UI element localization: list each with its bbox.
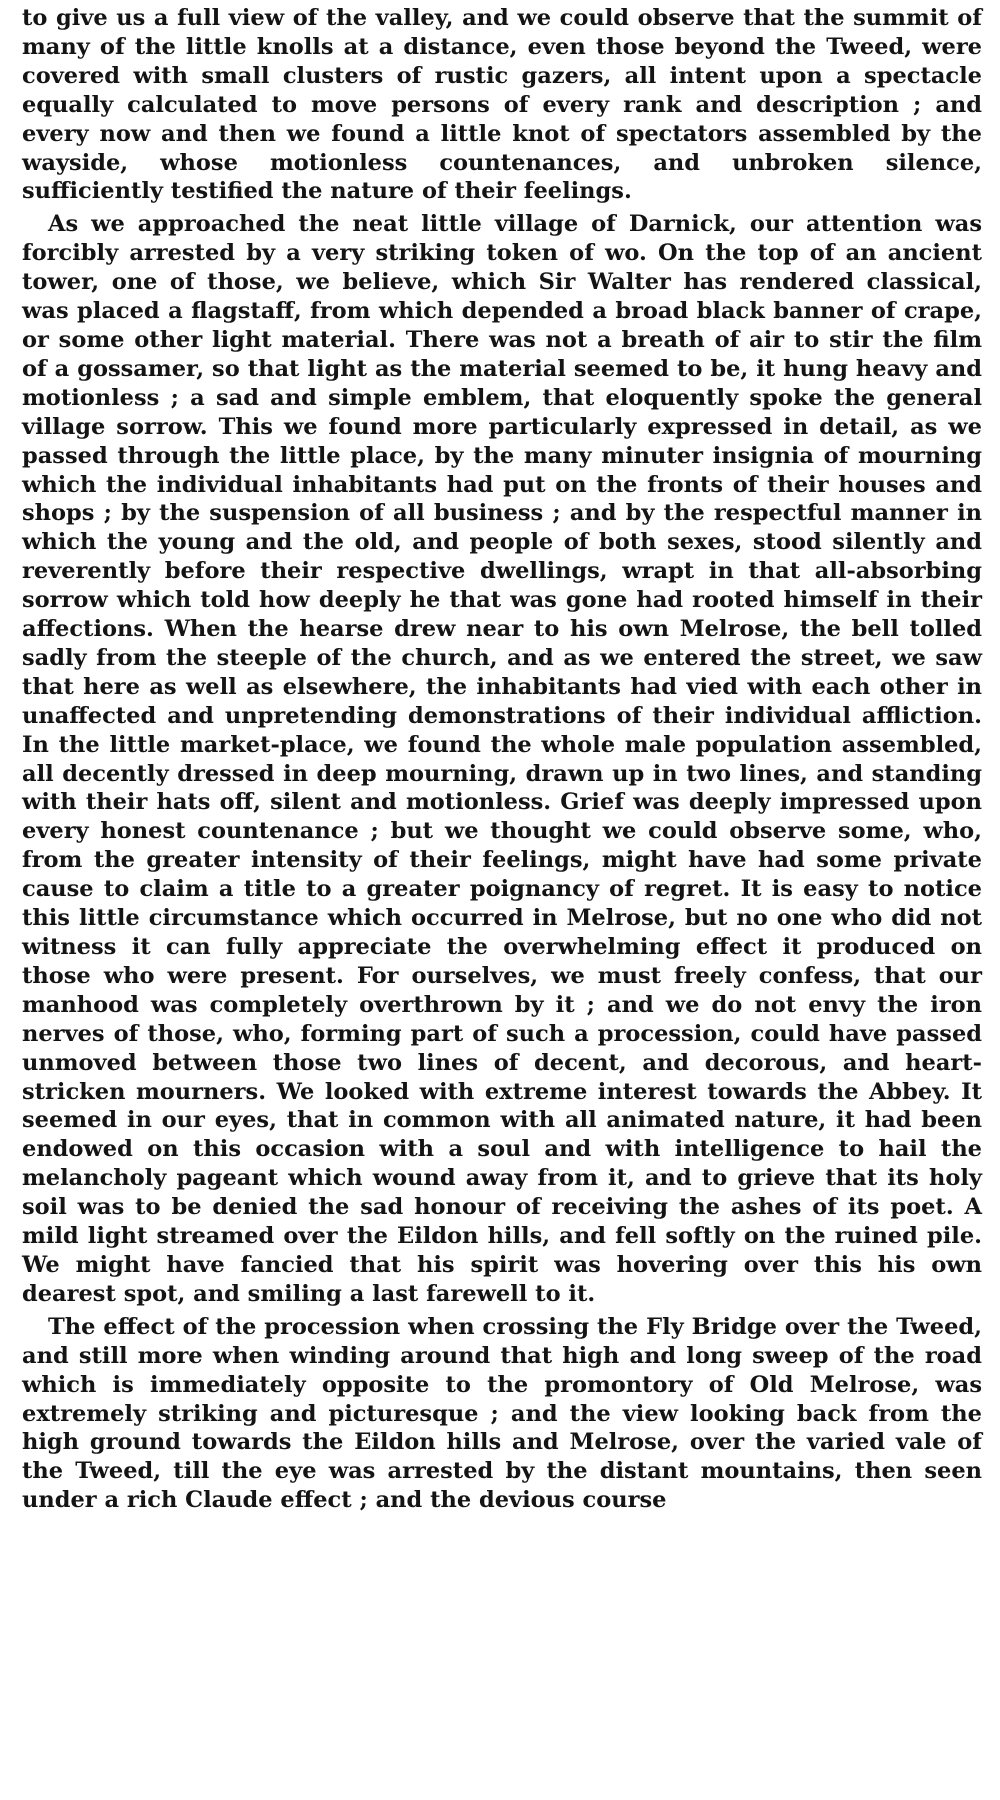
document-page [22,4,982,1519]
paragraph-fly-bridge: The effect of the procession when crossing the Fly Bridge over the Tweed, and still more when winding around that high and long sweep of the road which is immediately opposite to the promontory of Old Melrose, was extremely striking and picturesque ; and the view looking back from the high ground towards the Eildon hills and Melrose, over the varied vale of the Tweed, till the eye was arrested by the distant mountains, then seen under a rich Claude effect ; and the devious course [22,1313,982,1514]
paragraph-valley-view: to give us a full view of the valley, and we could observe that the summit of many of the little knolls at a distance, even those beyond the Tweed, were covered with small clusters of rustic gazers, all intent upon a spectacle equally calculated to move persons of every rank and description ; and every now and then we found a little knot of spectators assembled by the wayside, whose motionless countenances, and unbroken silence, sufficiently testified the nature of their feelings. [22,5,982,205]
paragraph-darnick-melrose: As we approached the neat little village of Darnick, our attention was forcibly arrested by a very striking token of wo. On the top of an ancient tower, one of those, we believe, which Sir Walter has rendered classical, was placed a flagstaff, from which depended a broad black banner of crape, or some other light material. There was not a breath of air to stir the film of a gossamer, so that light as the material seemed to be, it hung heavy and motionless ; a sad and simple emblem, that eloquently spoke the general village sorrow. This we found more particularly expressed in detail, as we passed through the little place, by the many minuter insignia of mourning which the individual inhabitants had put on the fronts of their houses and shops ; by the suspension of all business ; and by the respectful manner in which the young and the old, and people of both sexes, stood silently and reverently before their respective dwellings, wrapt in that all-absorbing sorrow which told how deeply he that was gone had rooted himself in their affections. When the hearse drew near to his own Melrose, the bell tolled sadly from the steeple of the church, and as we entered the street, we saw that here as well as elsewhere, the inhabitants had vied with each other in unaffected and unpretending demonstrations of their individual affliction. In the little market-place, we found the whole male population assembled, all decently dressed in deep mourning, drawn up in two lines, and standing with their hats off, silent and motionless. Grief was deeply impressed upon every honest countenance ; but we thought we could observe some, who, from the greater intensity of their feelings, might have had some private cause to claim a title to a greater poignancy of regret. It is easy to notice this little circumstance which occurred in Melrose, but no one who did not witness it can fully appreciate the overwhelming effect it produced on those who were present. For ourselves, we must freely confess, that our manhood was completely overthrown by it ; and we do not envy the iron nerves of those, who, forming part of such a procession, could have passed unmoved between those two lines of decent, and decorous, and heart-stricken mourners. We looked with extreme interest towards the Abbey. It seemed in our eyes, that in common with all animated nature, it had been endowed on this occasion with a soul and with intelligence to hail the melancholy pageant which wound away from it, and to grieve that its holy soil was to be denied the sad honour of receiving the ashes of its poet. A mild light streamed over the Eildon hills, and fell softly on the ruined pile. We might have fancied that his spirit was hovering over this his own dearest spot, and smiling a last farewell to it. [22,211,982,1307]
